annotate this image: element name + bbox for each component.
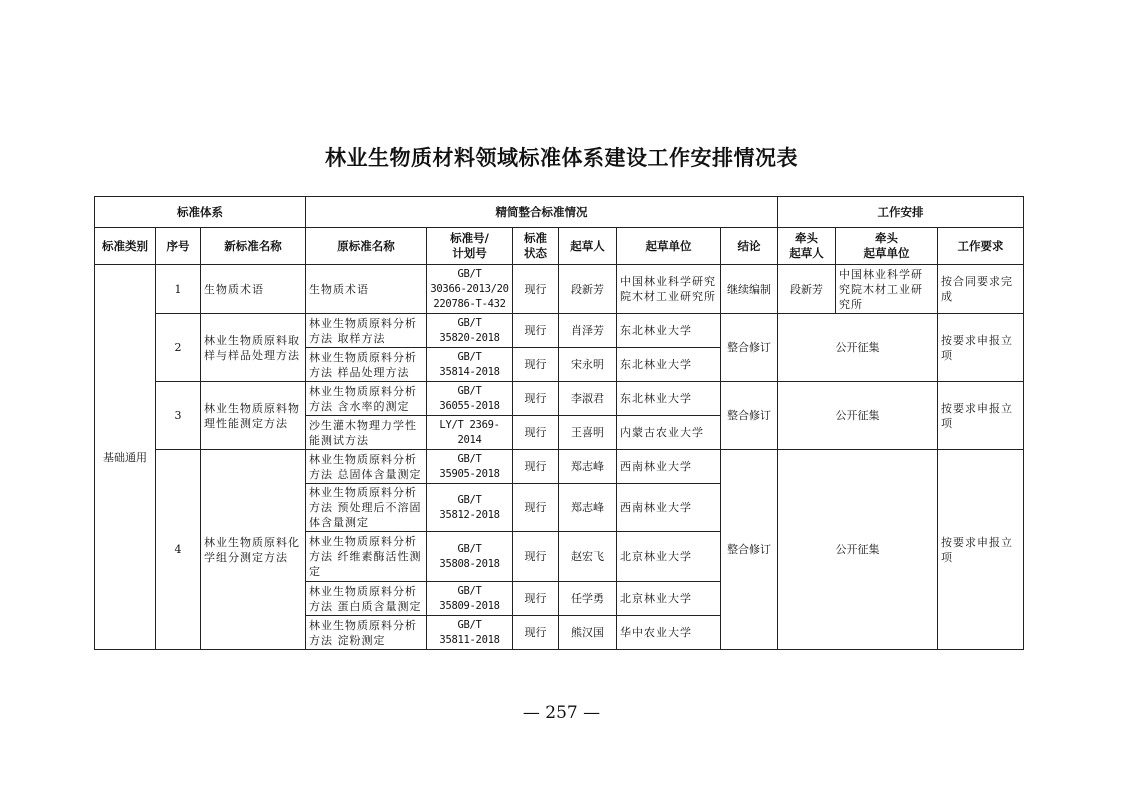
- orig-name-cell: 林业生物质原料分析方法 取样方法: [306, 314, 427, 348]
- header-draft-unit: 起草单位: [617, 228, 721, 265]
- page-title: 林业生物质材料领域标准体系建设工作安排情况表: [325, 146, 798, 170]
- draft-unit-cell: 内蒙古农业大学: [617, 416, 721, 450]
- drafter-cell: 宋永明: [559, 348, 617, 382]
- seq-cell: 3: [156, 382, 201, 450]
- draft-unit-cell: 中国林业科学研究院木材工业研究所: [617, 265, 721, 314]
- new-name-cell: 林业生物质原料化学组分测定方法: [201, 450, 306, 650]
- drafter-cell: 肖泽芳: [559, 314, 617, 348]
- lead-drafter-cell: 段新芳: [778, 265, 836, 314]
- requirement-cell: 按要求申报立项: [938, 382, 1024, 450]
- std-no-cell: GB/T 35809-2018: [427, 582, 513, 616]
- draft-unit-cell: 东北林业大学: [617, 314, 721, 348]
- orig-name-cell: 生物质术语: [306, 265, 427, 314]
- lead-cell: 公开征集: [778, 382, 938, 450]
- orig-name-cell: 林业生物质原料分析方法 淀粉测定: [306, 616, 427, 650]
- page-number: — 257 —: [522, 703, 601, 723]
- table-row: [95, 265, 1024, 314]
- std-no-cell: GB/T 35812-2018: [427, 484, 513, 532]
- category-cell: 基础通用: [95, 265, 156, 650]
- lead-unit-cell: 中国林业科学研究院木材工业研究所: [836, 265, 938, 314]
- std-no-cell: GB/T 35905-2018: [427, 450, 513, 484]
- header-std-no: 标准号/ 计划号: [427, 228, 513, 265]
- orig-name-cell: 林业生物质原料分析方法 样品处理方法: [306, 348, 427, 382]
- drafter-cell: 熊汉国: [559, 616, 617, 650]
- draft-unit-cell: 东北林业大学: [617, 382, 721, 416]
- drafter-cell: 郑志峰: [559, 484, 617, 532]
- status-cell: 现行: [513, 582, 559, 616]
- orig-name-cell: 林业生物质原料分析方法 蛋白质含量测定: [306, 582, 427, 616]
- draft-unit-cell: 华中农业大学: [617, 616, 721, 650]
- seq-cell: 2: [156, 314, 201, 382]
- lead-cell: 公开征集: [778, 314, 938, 382]
- drafter-cell: 段新芳: [559, 265, 617, 314]
- seq-cell: 1: [156, 265, 201, 314]
- table-row: [95, 450, 1024, 484]
- standards-table: [94, 196, 1024, 650]
- std-no-cell: GB/T 35820-2018: [427, 314, 513, 348]
- std-no-cell: GB/T 35808-2018: [427, 532, 513, 582]
- draft-unit-cell: 北京林业大学: [617, 582, 721, 616]
- status-cell: 现行: [513, 616, 559, 650]
- orig-name-cell: 林业生物质原料分析方法 总固体含量测定: [306, 450, 427, 484]
- status-cell: 现行: [513, 416, 559, 450]
- header-conclusion: 结论: [721, 228, 778, 265]
- std-no-cell: GB/T 30366-2013/20 220786-T-432: [427, 265, 513, 314]
- requirement-cell: 按要求申报立项: [938, 314, 1024, 382]
- header-orig-name: 原标准名称: [306, 228, 427, 265]
- header-drafter: 起草人: [559, 228, 617, 265]
- conclusion-cell: 整合修订: [721, 382, 778, 450]
- draft-unit-cell: 东北林业大学: [617, 348, 721, 382]
- drafter-cell: 李淑君: [559, 382, 617, 416]
- orig-name-cell: 沙生灌木物理力学性能测试方法: [306, 416, 427, 450]
- std-no-cell: GB/T 35814-2018: [427, 348, 513, 382]
- lead-cell: 公开征集: [778, 450, 938, 650]
- drafter-cell: 王喜明: [559, 416, 617, 450]
- orig-name-cell: 林业生物质原料分析方法 预处理后不溶固体含量测定: [306, 484, 427, 532]
- std-no-cell: LY/T 2369-2014: [427, 416, 513, 450]
- drafter-cell: 赵宏飞: [559, 532, 617, 582]
- status-cell: 现行: [513, 532, 559, 582]
- conclusion-cell: 继续编制: [721, 265, 778, 314]
- orig-name-cell: 林业生物质原料分析方法 纤维素酶活性测定: [306, 532, 427, 582]
- new-name-cell: 生物质术语: [201, 265, 306, 314]
- status-cell: 现行: [513, 382, 559, 416]
- drafter-cell: 郑志峰: [559, 450, 617, 484]
- table-row: [95, 314, 1024, 348]
- header-seq: 序号: [156, 228, 201, 265]
- drafter-cell: 任学勇: [559, 582, 617, 616]
- new-name-cell: 林业生物质原料取样与样品处理方法: [201, 314, 306, 382]
- conclusion-cell: 整合修订: [721, 314, 778, 382]
- draft-unit-cell: 西南林业大学: [617, 484, 721, 532]
- status-cell: 现行: [513, 484, 559, 532]
- status-cell: 现行: [513, 314, 559, 348]
- seq-cell: 4: [156, 450, 201, 650]
- header-group-work: 工作安排: [778, 197, 1024, 228]
- draft-unit-cell: 北京林业大学: [617, 532, 721, 582]
- requirement-cell: 按合同要求完成: [938, 265, 1024, 314]
- requirement-cell: 按要求申报立项: [938, 450, 1024, 650]
- header-lead-drafter: 牵头 起草人: [778, 228, 836, 265]
- status-cell: 现行: [513, 265, 559, 314]
- header-group-system: 标准体系: [95, 197, 306, 228]
- status-cell: 现行: [513, 348, 559, 382]
- status-cell: 现行: [513, 450, 559, 484]
- conclusion-cell: 整合修订: [721, 450, 778, 650]
- header-new-name: 新标准名称: [201, 228, 306, 265]
- table-row: [95, 382, 1024, 416]
- header-lead-unit: 牵头 起草单位: [836, 228, 938, 265]
- header-group-streamline: 精简整合标准情况: [306, 197, 778, 228]
- header-requirement: 工作要求: [938, 228, 1024, 265]
- std-no-cell: GB/T 35811-2018: [427, 616, 513, 650]
- header-status: 标准 状态: [513, 228, 559, 265]
- std-no-cell: GB/T 36055-2018: [427, 382, 513, 416]
- orig-name-cell: 林业生物质原料分析方法 含水率的测定: [306, 382, 427, 416]
- header-category: 标准类别: [95, 228, 156, 265]
- draft-unit-cell: 西南林业大学: [617, 450, 721, 484]
- new-name-cell: 林业生物质原料物理性能测定方法: [201, 382, 306, 450]
